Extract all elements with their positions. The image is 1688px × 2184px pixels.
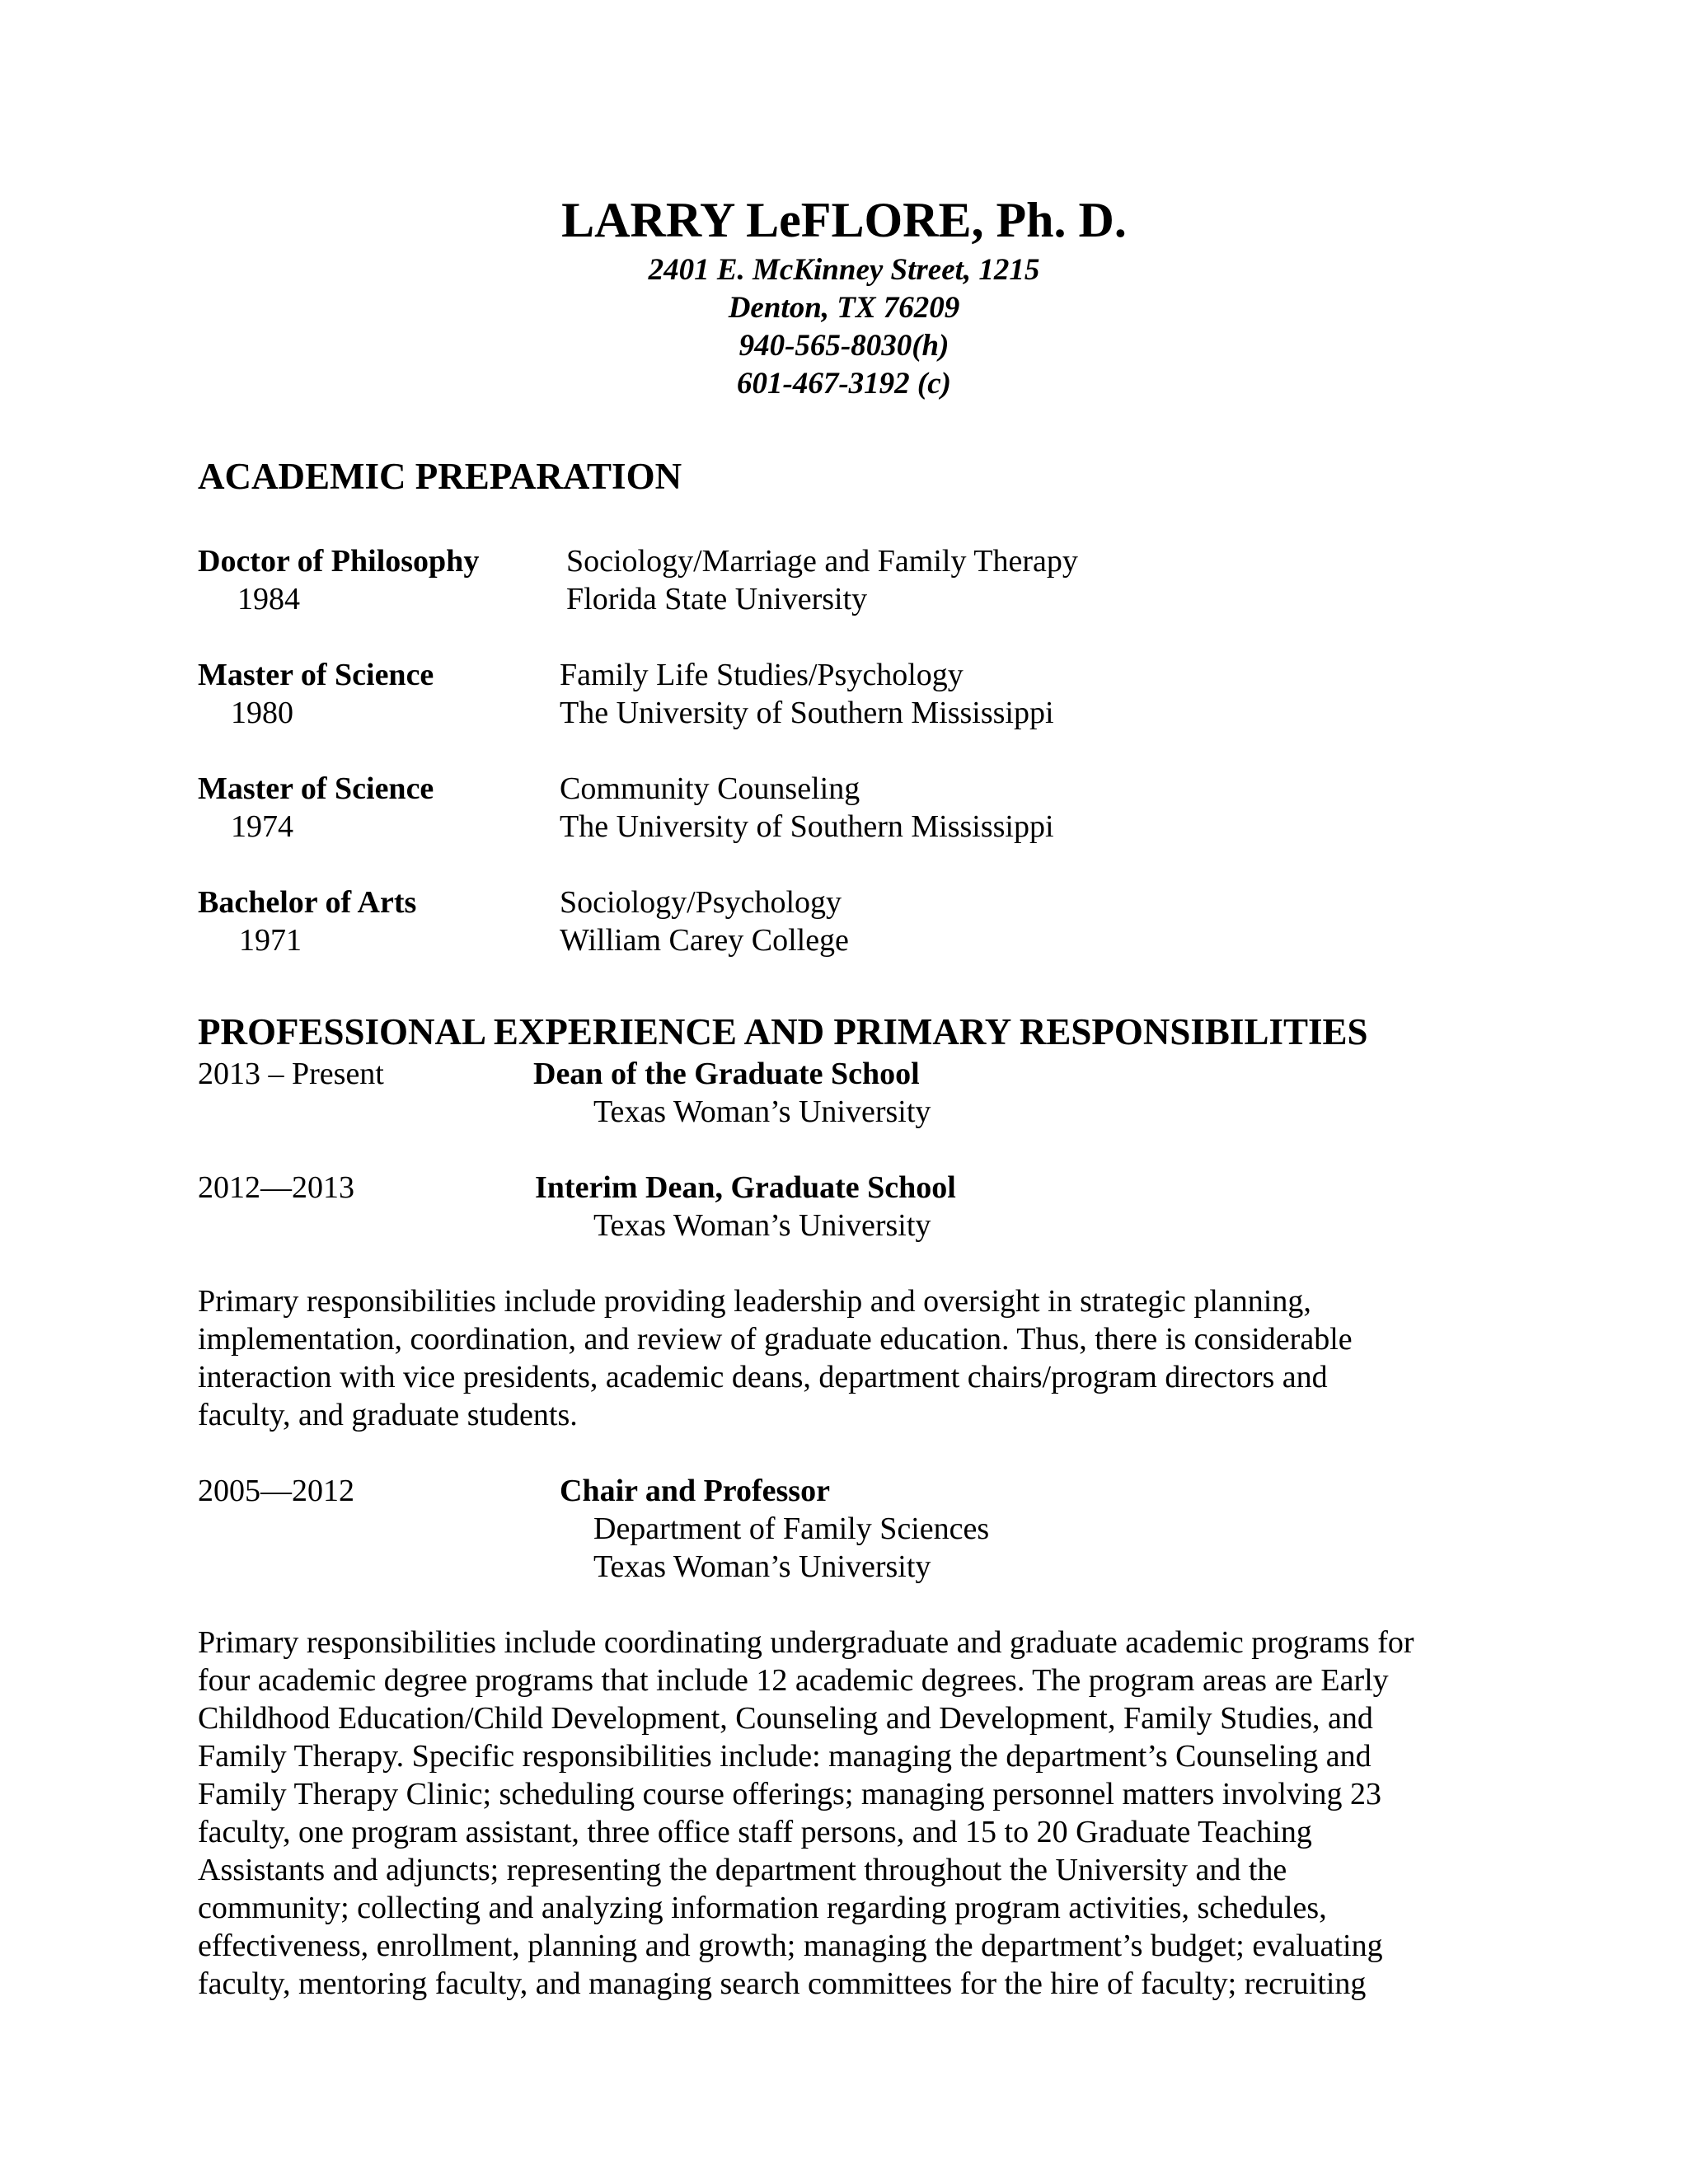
person-name: LARRY LeFLORE, Ph. D. (561, 193, 1127, 247)
job-dates: 2013 – Present (198, 1057, 384, 1091)
job-dates: 2012—2013 (198, 1170, 354, 1205)
degree-year: 1984 (237, 582, 300, 616)
paragraph-line: Assistants and adjuncts; representing the department throughout the University and the (198, 1853, 1287, 1887)
degree-field: Sociology/Marriage and Family Therapy (566, 544, 1078, 579)
job-dates: 2005—2012 (198, 1474, 354, 1508)
degree-school: Florida State University (566, 582, 868, 616)
degree-field: Community Counseling (560, 771, 860, 806)
job-org: Texas Woman’s University (593, 1094, 931, 1129)
job-title: Dean of the Graduate School (533, 1057, 920, 1091)
job-org: Texas Woman’s University (593, 1208, 931, 1243)
paragraph-line: Childhood Education/Child Development, Counseling and Development, Family Studies, and (198, 1701, 1373, 1736)
paragraph-line: four academic degree programs that include 12 academic degrees. The program areas are Early (198, 1663, 1389, 1698)
paragraph-line: faculty, mentoring faculty, and managing search committees for the hire of faculty; recruiting (198, 1966, 1367, 2001)
responsibilities-paragraph-chair (198, 1624, 1517, 2003)
section-title-academic: ACADEMIC PREPARATION (198, 456, 682, 497)
job-org: Department of Family Sciences (593, 1511, 990, 1546)
paragraph-line: Primary responsibilities include providing leadership and oversight in strategic planning, (198, 1284, 1311, 1319)
phone-home: 940-565-8030(h) (738, 329, 950, 363)
paragraph-line: implementation, coordination, and review of graduate education. Thus, there is considerable (198, 1322, 1353, 1357)
paragraph-line: Primary responsibilities include coordinating undergraduate and graduate academic programs for (198, 1625, 1414, 1660)
address-line-1: 2401 E. McKinney Street, 1215 (648, 253, 1040, 287)
job-title: Interim Dean, Graduate School (535, 1170, 956, 1205)
degree-name: Master of Science (198, 658, 434, 692)
phone-cell: 601-467-3192 (c) (737, 367, 951, 401)
section-title-experience: PROFESSIONAL EXPERIENCE AND PRIMARY RESPONSIBILITIES (198, 1011, 1368, 1052)
degree-name: Doctor of Philosophy (198, 544, 480, 579)
job-org: Texas Woman’s University (593, 1549, 931, 1584)
address-line-2: Denton, TX 76209 (728, 291, 960, 325)
paragraph-line: Family Therapy Clinic; scheduling course offerings; managing personnel matters involving 23 (198, 1777, 1381, 1811)
degree-field: Family Life Studies/Psychology (560, 658, 964, 692)
paragraph-line: Family Therapy. Specific responsibilities include: managing the department’s Counseling and (198, 1739, 1372, 1774)
paragraph-line: interaction with vice presidents, academic deans, department chairs/program directors and (198, 1360, 1328, 1394)
paragraph-line: effectiveness, enrollment, planning and growth; managing the department’s budget; evaluating (198, 1929, 1383, 1963)
responsibilities-paragraph-dean (198, 1282, 1517, 1434)
degree-field: Sociology/Psychology (560, 885, 842, 920)
degree-year: 1980 (231, 696, 293, 730)
degree-year: 1971 (239, 923, 302, 958)
degree-name: Master of Science (198, 771, 434, 806)
degree-school: The University of Southern Mississippi (560, 696, 1054, 730)
degree-year: 1974 (231, 809, 293, 844)
job-title: Chair and Professor (560, 1474, 830, 1508)
degree-name: Bachelor of Arts (198, 885, 417, 920)
degree-school: William Carey College (560, 923, 849, 958)
paragraph-line: faculty, one program assistant, three office staff persons, and 15 to 20 Graduate Teaching (198, 1815, 1312, 1849)
paragraph-line: faculty, and graduate students. (198, 1398, 578, 1432)
degree-school: The University of Southern Mississippi (560, 809, 1054, 844)
paragraph-line: community; collecting and analyzing information regarding program activities, schedules, (198, 1891, 1327, 1925)
